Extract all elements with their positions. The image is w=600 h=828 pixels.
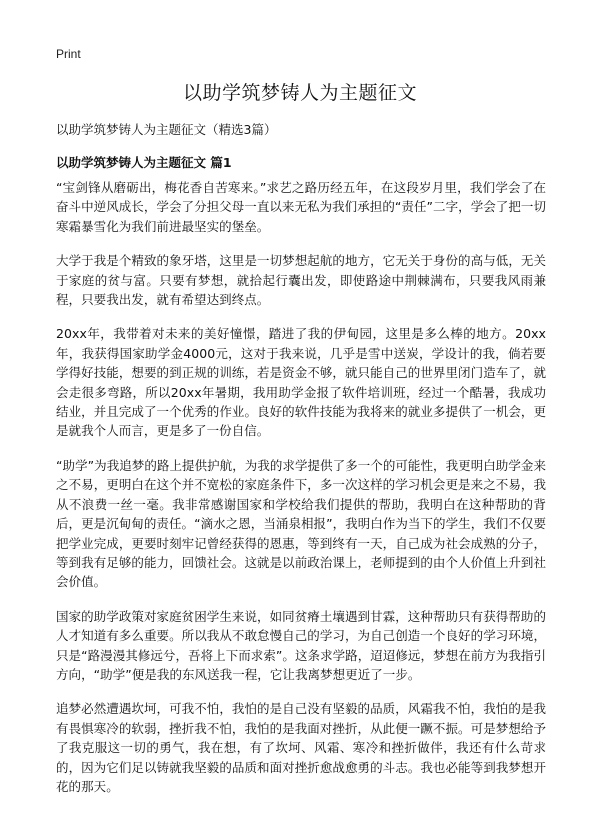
paragraph-5: 国家的助学政策对家庭贫困学生来说，如同贫瘠土壤遇到甘霖，这种帮助只有获得帮助的人才知道有多么重要。所以我从不敢怠慢自己的学习，为自己创造一个良好的学习环境，只是“路漫漫其修远兮，吾将上下而求索”。这条求学路，迢迢修远，梦想在前方为我指引方向，“助学”便是我的东风送我一程，它让我离梦想更近了一步。 [56,608,546,682]
paragraph-4: “助学”为我追梦的路上提供护航，为我的求学提供了多一个的可能性，我更明白助学金来之不易，更明白在这个并不宽松的家庭条件下，多一次这样的学习机会更是来之不易，我从不浪费一丝一毫。我非常感谢国家和学校给我们提供的帮助，我明白在这种帮助的背后，更是沉甸甸的责任。“滴水之恩，当涌泉相报”，我明白作为当下的学生，我们不仅要把学业完成，更要时刻牢记曾经获得的恩惠，等到终有一天，自己成为社会成熟的分子，等到我有足够的能力，回馈社会。这就是以前政治课上，老师提到的由个人价值上升到社会价值。 [56,457,546,590]
print-label: Print [56,47,81,61]
document-subtitle: 以助学筑梦铸人为主题征文（精选3篇） [56,122,277,137]
paragraph-1: “宝剑锋从磨砺出，梅花香自苦寒来。”求艺之路历经五年，在这段岁月里，我们学会了在奋斗中逆风成长，学会了分担父母一直以来无私为我们承担的“责任”二字，学会了把一切寒霜暴雪化为我们前进最坚实的堡垒。 [56,180,546,234]
paragraph-6: 追梦必然遭遇坎坷，可我不怕，我怕的是自己没有坚毅的品质，风霜我不怕，我怕的是我有畏惧寒冷的软弱，挫折我不怕，我怕的是我面对挫折，从此便一蹶不振。可是梦想给予了我克服这一切的勇气，我在想，有了坎坷、风霜、寒冷和挫折做伴，我还有什么苛求的，因为它们足以铸就我坚毅的品质和面对挫折愈战愈勇的斗志。我也必能等到我梦想开花的那天。 [56,701,546,794]
paragraph-3: 20xx年，我带着对未来的美好憧憬，踏进了我的伊甸园，这里是多么棒的地方。20xx年，我获得国家助学金4000元，这对于我来说，几乎是雪中送炭，学设计的我，倘若要学得好技能，想要的到正规的训练，若是资金不够，就只能自己的世界里闭门造车了，就会走很多弯路，所以20xx年暑期，我用助学金报了软件培训班，经过一个酷暑，我成功结业，并且完成了一个优秀的作业。良好的软件技能为我将来的就业多提供了一机会，更是就我个人而言，更是多了一份自信。 [56,326,546,439]
page-title: 以助学筑梦铸人为主题征文 [182,82,417,104]
section-heading: 以助学筑梦铸人为主题征文 篇1 [56,155,232,170]
article-body [56,178,546,811]
paragraph-2: 大学于我是个精致的象牙塔，这里是一切梦想起航的地方，它无关于身份的高与低，无关于家庭的贫与富。只要有梦想，就拾起行囊出发，即使路途中荆棘满布，只要我风雨兼程，只要我出发，就有希望达到终点。 [56,253,546,308]
